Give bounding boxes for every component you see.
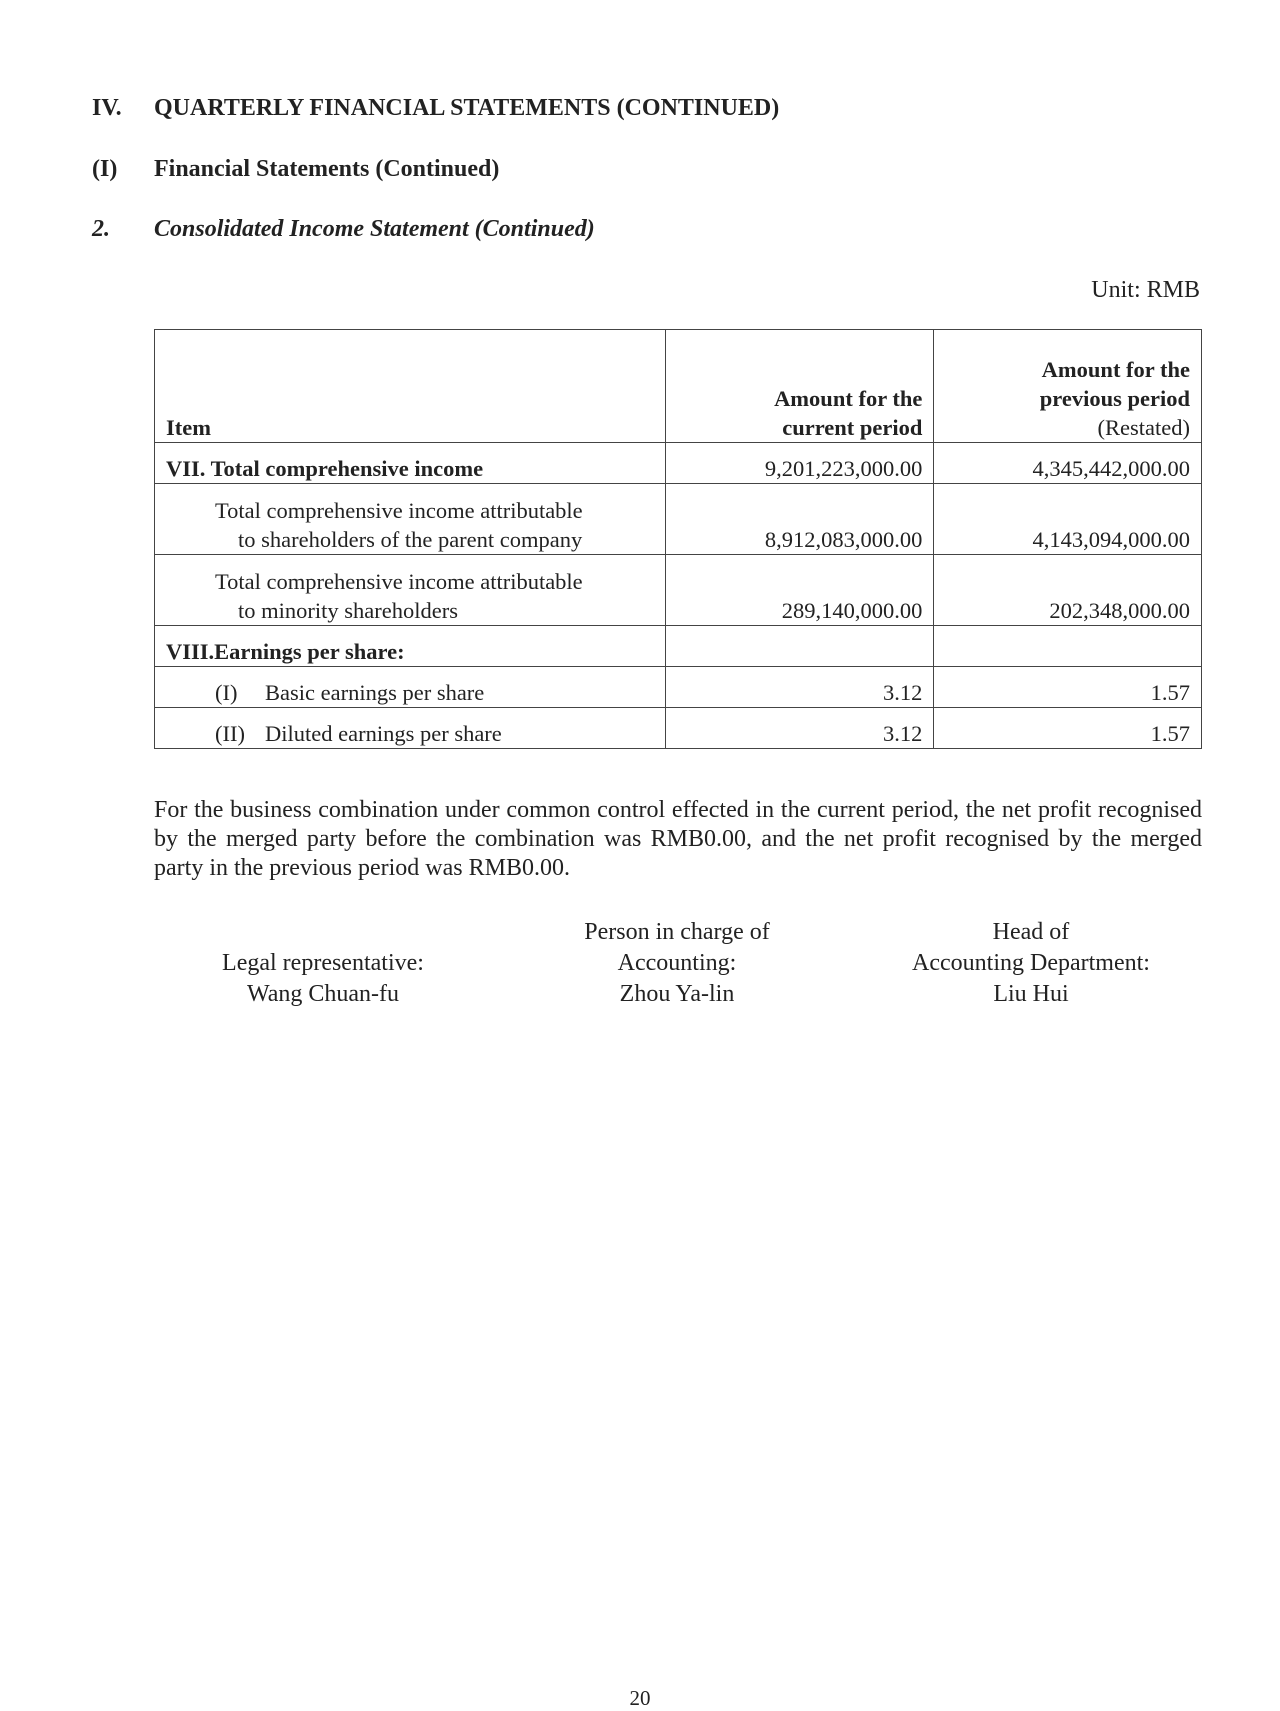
current-value: 8,912,083,000.00 bbox=[665, 484, 934, 555]
current-value bbox=[665, 626, 934, 667]
section-heading bbox=[92, 94, 779, 122]
signatory-accounting-head bbox=[871, 917, 1191, 1010]
statement-heading bbox=[92, 215, 595, 243]
row-label: (I) Basic earnings per share bbox=[155, 667, 666, 708]
statement-title: Consolidated Income Statement (Continued) bbox=[154, 216, 595, 242]
subsection-heading bbox=[92, 155, 499, 183]
signatory-legal-representative bbox=[163, 948, 483, 1010]
combination-note: For the business combination under common control effected in the current period, the net profit recognised by the merged party before the combination was RMB0.00, and the net profit recognised by the merged party in the previous period was RMB0.00. bbox=[154, 797, 1202, 881]
signatory-name: Zhou Ya-lin bbox=[619, 981, 735, 1007]
table-row bbox=[155, 484, 1202, 555]
current-value: 289,140,000.00 bbox=[665, 555, 934, 626]
row-label: Total comprehensive income attributable to minority shareholders bbox=[155, 555, 666, 626]
signatory-role-2: Accounting Department: bbox=[912, 950, 1150, 976]
section-title: QUARTERLY FINANCIAL STATEMENTS (CONTINUED) bbox=[154, 95, 780, 121]
section-number: IV. bbox=[92, 95, 122, 121]
header-previous-period: Amount for the previous period (Restated) bbox=[934, 330, 1202, 443]
table-row bbox=[155, 708, 1202, 749]
signatory-accounting-person bbox=[517, 917, 837, 1010]
previous-value: 4,345,442,000.00 bbox=[934, 443, 1202, 484]
signatory-role: Legal representative: bbox=[222, 950, 424, 976]
current-value: 9,201,223,000.00 bbox=[665, 443, 934, 484]
signatory-role: Head of bbox=[992, 919, 1070, 945]
table-header-row bbox=[155, 330, 1202, 443]
previous-value bbox=[934, 626, 1202, 667]
previous-value: 1.57 bbox=[934, 708, 1202, 749]
previous-value: 1.57 bbox=[934, 667, 1202, 708]
statement-number: 2. bbox=[92, 216, 110, 242]
current-value: 3.12 bbox=[665, 667, 934, 708]
row-label: VII. Total comprehensive income bbox=[155, 443, 666, 484]
page-number: 20 bbox=[629, 1686, 651, 1710]
table-row bbox=[155, 626, 1202, 667]
subsection-number: (I) bbox=[92, 156, 118, 182]
table-row bbox=[155, 443, 1202, 484]
row-label: Total comprehensive income attributable to shareholders of the parent company bbox=[155, 484, 666, 555]
signatory-name: Wang Chuan-fu bbox=[246, 981, 400, 1007]
current-value: 3.12 bbox=[665, 708, 934, 749]
income-statement-table bbox=[154, 329, 1202, 749]
subsection-title: Financial Statements (Continued) bbox=[154, 156, 500, 182]
table-row bbox=[155, 667, 1202, 708]
previous-value: 4,143,094,000.00 bbox=[934, 484, 1202, 555]
row-label: (II) Diluted earnings per share bbox=[155, 708, 666, 749]
row-label: VIII.Earnings per share: bbox=[155, 626, 666, 667]
signatory-role: Person in charge of bbox=[584, 919, 770, 945]
unit-label: Unit: RMB bbox=[1091, 277, 1200, 303]
header-current-period: Amount for the current period bbox=[665, 330, 934, 443]
table-row bbox=[155, 555, 1202, 626]
signatory-role-2: Accounting: bbox=[617, 950, 737, 976]
header-item: Item bbox=[155, 330, 666, 443]
previous-value: 202,348,000.00 bbox=[934, 555, 1202, 626]
signatory-name: Liu Hui bbox=[993, 981, 1069, 1007]
